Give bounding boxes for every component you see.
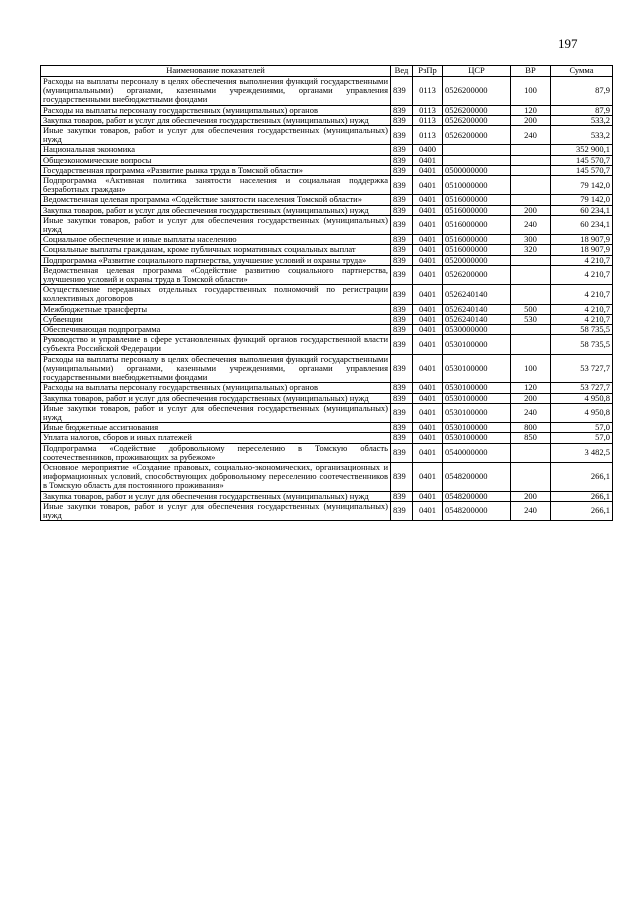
- cell-name: Ведомственная целевая программа «Содействие развитию социального партнерства, улучшению условий и охраны труда в Томской области»: [41, 265, 391, 284]
- cell-ved: 839: [391, 423, 413, 433]
- cell-ved: 839: [391, 155, 413, 165]
- cell-name: Иные закупки товаров, работ и услуг для обеспечения государственных (муниципальных) нужд: [41, 501, 391, 520]
- cell-ved: 839: [391, 145, 413, 155]
- cell-vr: 200: [511, 205, 551, 215]
- table-row: [41, 115, 613, 125]
- table-row: [41, 491, 613, 501]
- cell-rzpr: 0401: [413, 176, 443, 195]
- table-row: [41, 215, 613, 234]
- cell-csr: 0526240140: [443, 314, 511, 324]
- cell-name: Закупка товаров, работ и услуг для обеспечения государственных (муниципальных) нужд: [41, 205, 391, 215]
- cell-sum: 57,0: [551, 423, 613, 433]
- cell-csr: 0526240140: [443, 304, 511, 314]
- cell-ved: 839: [391, 491, 413, 501]
- table-row: [41, 155, 613, 165]
- table-row: [41, 433, 613, 443]
- cell-ved: 839: [391, 314, 413, 324]
- cell-sum: 4 210,7: [551, 255, 613, 265]
- cell-sum: 4 210,7: [551, 304, 613, 314]
- cell-rzpr: 0401: [413, 205, 443, 215]
- cell-csr: 0530100000: [443, 383, 511, 393]
- cell-rzpr: 0401: [413, 235, 443, 245]
- table-row: [41, 255, 613, 265]
- cell-rzpr: 0401: [413, 314, 443, 324]
- cell-rzpr: 0113: [413, 126, 443, 145]
- cell-sum: 18 907,9: [551, 235, 613, 245]
- cell-sum: 79 142,0: [551, 195, 613, 205]
- cell-name: Иные закупки товаров, работ и услуг для обеспечения государственных (муниципальных) нужд: [41, 126, 391, 145]
- cell-vr: 100: [511, 354, 551, 383]
- cell-csr: 0530100000: [443, 393, 511, 403]
- cell-name: Руководство и управление в сфере установленных функций органов государственной власти субъекта Российской Федерации: [41, 335, 391, 354]
- cell-sum: 53 727,7: [551, 354, 613, 383]
- cell-sum: 58 735,5: [551, 335, 613, 354]
- cell-sum: 60 234,1: [551, 205, 613, 215]
- cell-sum: 4 950,8: [551, 403, 613, 422]
- cell-sum: 87,9: [551, 105, 613, 115]
- cell-rzpr: 0113: [413, 77, 443, 106]
- cell-rzpr: 0401: [413, 443, 443, 462]
- table-row: [41, 423, 613, 433]
- cell-vr: 200: [511, 115, 551, 125]
- cell-csr: 0530000000: [443, 325, 511, 335]
- cell-sum: 4 950,8: [551, 393, 613, 403]
- cell-rzpr: 0401: [413, 423, 443, 433]
- table-row: [41, 265, 613, 284]
- cell-sum: 57,0: [551, 433, 613, 443]
- cell-sum: 266,1: [551, 491, 613, 501]
- cell-rzpr: 0401: [413, 155, 443, 165]
- cell-rzpr: 0401: [413, 304, 443, 314]
- cell-vr: 500: [511, 304, 551, 314]
- cell-name: Социальные выплаты гражданам, кроме публичных нормативных социальных выплат: [41, 245, 391, 255]
- cell-sum: 18 907,9: [551, 245, 613, 255]
- cell-vr: 120: [511, 383, 551, 393]
- cell-vr: 240: [511, 215, 551, 234]
- table-row: [41, 105, 613, 115]
- cell-ved: 839: [391, 403, 413, 422]
- cell-vr: 200: [511, 393, 551, 403]
- cell-vr: [511, 462, 551, 491]
- cell-rzpr: 0401: [413, 462, 443, 491]
- cell-name: Расходы на выплаты персоналу государственных (муниципальных) органов: [41, 105, 391, 115]
- cell-sum: 87,9: [551, 77, 613, 106]
- cell-ved: 839: [391, 77, 413, 106]
- cell-name: Закупка товаров, работ и услуг для обеспечения государственных (муниципальных) нужд: [41, 393, 391, 403]
- cell-sum: 58 735,5: [551, 325, 613, 335]
- cell-vr: 240: [511, 403, 551, 422]
- page-number: 197: [558, 36, 578, 51]
- cell-csr: [443, 145, 511, 155]
- cell-rzpr: 0401: [413, 265, 443, 284]
- budget-table: [40, 65, 613, 521]
- cell-ved: 839: [391, 255, 413, 265]
- cell-csr: 0526240140: [443, 285, 511, 304]
- cell-csr: 0526200000: [443, 77, 511, 106]
- cell-csr: 0516000000: [443, 215, 511, 234]
- cell-rzpr: 0401: [413, 393, 443, 403]
- cell-ved: 839: [391, 115, 413, 125]
- cell-ved: 839: [391, 245, 413, 255]
- cell-csr: 0540000000: [443, 443, 511, 462]
- cell-csr: 0516000000: [443, 235, 511, 245]
- cell-vr: [511, 285, 551, 304]
- table-row: [41, 314, 613, 324]
- cell-rzpr: 0401: [413, 335, 443, 354]
- cell-sum: 266,1: [551, 501, 613, 520]
- cell-vr: 530: [511, 314, 551, 324]
- cell-name: Национальная экономика: [41, 145, 391, 155]
- table-row: [41, 325, 613, 335]
- cell-ved: 839: [391, 393, 413, 403]
- cell-vr: 240: [511, 501, 551, 520]
- cell-csr: 0548200000: [443, 491, 511, 501]
- cell-sum: 145 570,7: [551, 165, 613, 175]
- table-row: [41, 462, 613, 491]
- header-name: Наименование показателей: [41, 66, 391, 77]
- cell-name: Общеэкономические вопросы: [41, 155, 391, 165]
- table-row: [41, 393, 613, 403]
- cell-ved: 839: [391, 433, 413, 443]
- cell-sum: 60 234,1: [551, 215, 613, 234]
- cell-name: Иные бюджетные ассигнования: [41, 423, 391, 433]
- cell-rzpr: 0401: [413, 215, 443, 234]
- cell-rzpr: 0113: [413, 105, 443, 115]
- cell-ved: 839: [391, 235, 413, 245]
- header-ved: Вед: [391, 66, 413, 77]
- cell-vr: [511, 145, 551, 155]
- cell-name: Межбюджетные трансферты: [41, 304, 391, 314]
- cell-rzpr: 0400: [413, 145, 443, 155]
- cell-vr: 320: [511, 245, 551, 255]
- cell-csr: 0520000000: [443, 255, 511, 265]
- cell-sum: 145 570,7: [551, 155, 613, 165]
- cell-ved: 839: [391, 285, 413, 304]
- cell-sum: 4 210,7: [551, 285, 613, 304]
- table-row: [41, 403, 613, 422]
- cell-csr: 0516000000: [443, 195, 511, 205]
- cell-csr: 0530100000: [443, 433, 511, 443]
- cell-ved: 839: [391, 501, 413, 520]
- cell-vr: [511, 255, 551, 265]
- cell-csr: 0530100000: [443, 423, 511, 433]
- cell-csr: 0530100000: [443, 335, 511, 354]
- cell-name: Государственная программа «Развитие рынка труда в Томской области»: [41, 165, 391, 175]
- cell-ved: 839: [391, 335, 413, 354]
- cell-rzpr: 0401: [413, 433, 443, 443]
- table-row: [41, 443, 613, 462]
- cell-rzpr: 0401: [413, 491, 443, 501]
- cell-ved: 839: [391, 126, 413, 145]
- cell-ved: 839: [391, 325, 413, 335]
- cell-vr: 120: [511, 105, 551, 115]
- cell-csr: 0548200000: [443, 462, 511, 491]
- cell-csr: 0510000000: [443, 176, 511, 195]
- cell-vr: [511, 176, 551, 195]
- cell-sum: 3 482,5: [551, 443, 613, 462]
- cell-sum: 79 142,0: [551, 176, 613, 195]
- cell-ved: 839: [391, 205, 413, 215]
- cell-rzpr: 0401: [413, 285, 443, 304]
- cell-name: Подпрограмма «Развитие социального партнерства, улучшение условий и охраны труда»: [41, 255, 391, 265]
- cell-name: Закупка товаров, работ и услуг для обеспечения государственных (муниципальных) нужд: [41, 491, 391, 501]
- cell-ved: 839: [391, 462, 413, 491]
- cell-vr: [511, 443, 551, 462]
- cell-vr: [511, 335, 551, 354]
- cell-csr: 0516000000: [443, 245, 511, 255]
- cell-csr: 0526200000: [443, 126, 511, 145]
- cell-name: Основное мероприятие «Создание правовых, социально-экономических, организационных и информационных условий, способствующих добровольному переселению соотечественников в Томскую область для постоянного проживания»: [41, 462, 391, 491]
- table-row: [41, 126, 613, 145]
- cell-name: Расходы на выплаты персоналу в целях обеспечения выполнения функций государственными (муниципальными) органами, казенными учреждениями, органами управления государственными внебюджетными фондами: [41, 354, 391, 383]
- cell-ved: 839: [391, 265, 413, 284]
- cell-vr: 100: [511, 77, 551, 106]
- cell-csr: 0530100000: [443, 354, 511, 383]
- cell-name: Ведомственная целевая программа «Содействие занятости населения Томской области»: [41, 195, 391, 205]
- cell-csr: 0516000000: [443, 205, 511, 215]
- cell-ved: 839: [391, 165, 413, 175]
- cell-sum: 352 900,1: [551, 145, 613, 155]
- cell-vr: [511, 165, 551, 175]
- cell-name: Закупка товаров, работ и услуг для обеспечения государственных (муниципальных) нужд: [41, 115, 391, 125]
- cell-vr: 850: [511, 433, 551, 443]
- table-header-row: [41, 66, 613, 77]
- table-row: [41, 195, 613, 205]
- header-sum: Сумма: [551, 66, 613, 77]
- cell-ved: 839: [391, 383, 413, 393]
- table-row: [41, 304, 613, 314]
- cell-sum: 4 210,7: [551, 314, 613, 324]
- cell-name: Расходы на выплаты персоналу государственных (муниципальных) органов: [41, 383, 391, 393]
- cell-rzpr: 0401: [413, 354, 443, 383]
- cell-ved: 839: [391, 443, 413, 462]
- cell-vr: 240: [511, 126, 551, 145]
- cell-rzpr: 0401: [413, 325, 443, 335]
- table-row: [41, 354, 613, 383]
- cell-name: Иные закупки товаров, работ и услуг для обеспечения государственных (муниципальных) нужд: [41, 215, 391, 234]
- cell-rzpr: 0401: [413, 165, 443, 175]
- table-row: [41, 176, 613, 195]
- table-row: [41, 383, 613, 393]
- cell-name: Осуществление переданных отдельных государственных полномочий по регистрации коллективных договоров: [41, 285, 391, 304]
- cell-name: Уплата налогов, сборов и иных платежей: [41, 433, 391, 443]
- cell-csr: 0548200000: [443, 501, 511, 520]
- table-row: [41, 205, 613, 215]
- cell-vr: [511, 195, 551, 205]
- cell-vr: [511, 325, 551, 335]
- cell-csr: 0500000000: [443, 165, 511, 175]
- cell-rzpr: 0401: [413, 195, 443, 205]
- cell-name: Расходы на выплаты персоналу в целях обеспечения выполнения функций государственными (муниципальными) органами, казенными учреждениями, органами управления государственными внебюджетными фондами: [41, 77, 391, 106]
- cell-sum: 53 727,7: [551, 383, 613, 393]
- cell-sum: 4 210,7: [551, 265, 613, 284]
- cell-rzpr: 0401: [413, 403, 443, 422]
- cell-vr: [511, 265, 551, 284]
- cell-name: Субвенции: [41, 314, 391, 324]
- table-row: [41, 235, 613, 245]
- cell-rzpr: 0113: [413, 115, 443, 125]
- cell-name: Иные закупки товаров, работ и услуг для обеспечения государственных (муниципальных) нужд: [41, 403, 391, 422]
- cell-name: Подпрограмма «Содействие добровольному переселению в Томскую область соотечественников, проживающих за рубежом»: [41, 443, 391, 462]
- cell-ved: 839: [391, 176, 413, 195]
- cell-name: Подпрограмма «Активная политика занятости населения и социальная поддержка безработных граждан»: [41, 176, 391, 195]
- cell-ved: 839: [391, 105, 413, 115]
- cell-name: Социальное обеспечение и иные выплаты населению: [41, 235, 391, 245]
- cell-name: Обеспечивающая подпрограмма: [41, 325, 391, 335]
- header-csr: ЦСР: [443, 66, 511, 77]
- cell-ved: 839: [391, 215, 413, 234]
- cell-csr: 0526200000: [443, 265, 511, 284]
- cell-csr: [443, 155, 511, 165]
- table-row: [41, 77, 613, 106]
- cell-rzpr: 0401: [413, 383, 443, 393]
- cell-vr: 800: [511, 423, 551, 433]
- cell-csr: 0526200000: [443, 105, 511, 115]
- cell-rzpr: 0401: [413, 255, 443, 265]
- table-row: [41, 165, 613, 175]
- cell-ved: 839: [391, 195, 413, 205]
- table-row: [41, 285, 613, 304]
- table-row: [41, 335, 613, 354]
- cell-vr: 300: [511, 235, 551, 245]
- header-vr: ВР: [511, 66, 551, 77]
- cell-rzpr: 0401: [413, 501, 443, 520]
- table-row: [41, 501, 613, 520]
- cell-ved: 839: [391, 354, 413, 383]
- cell-sum: 533,2: [551, 115, 613, 125]
- table-row: [41, 145, 613, 155]
- cell-sum: 533,2: [551, 126, 613, 145]
- table-row: [41, 245, 613, 255]
- cell-vr: [511, 155, 551, 165]
- cell-ved: 839: [391, 304, 413, 314]
- cell-csr: 0526200000: [443, 115, 511, 125]
- cell-sum: 266,1: [551, 462, 613, 491]
- header-rzpr: РзПр: [413, 66, 443, 77]
- cell-csr: 0530100000: [443, 403, 511, 422]
- cell-rzpr: 0401: [413, 245, 443, 255]
- cell-vr: 200: [511, 491, 551, 501]
